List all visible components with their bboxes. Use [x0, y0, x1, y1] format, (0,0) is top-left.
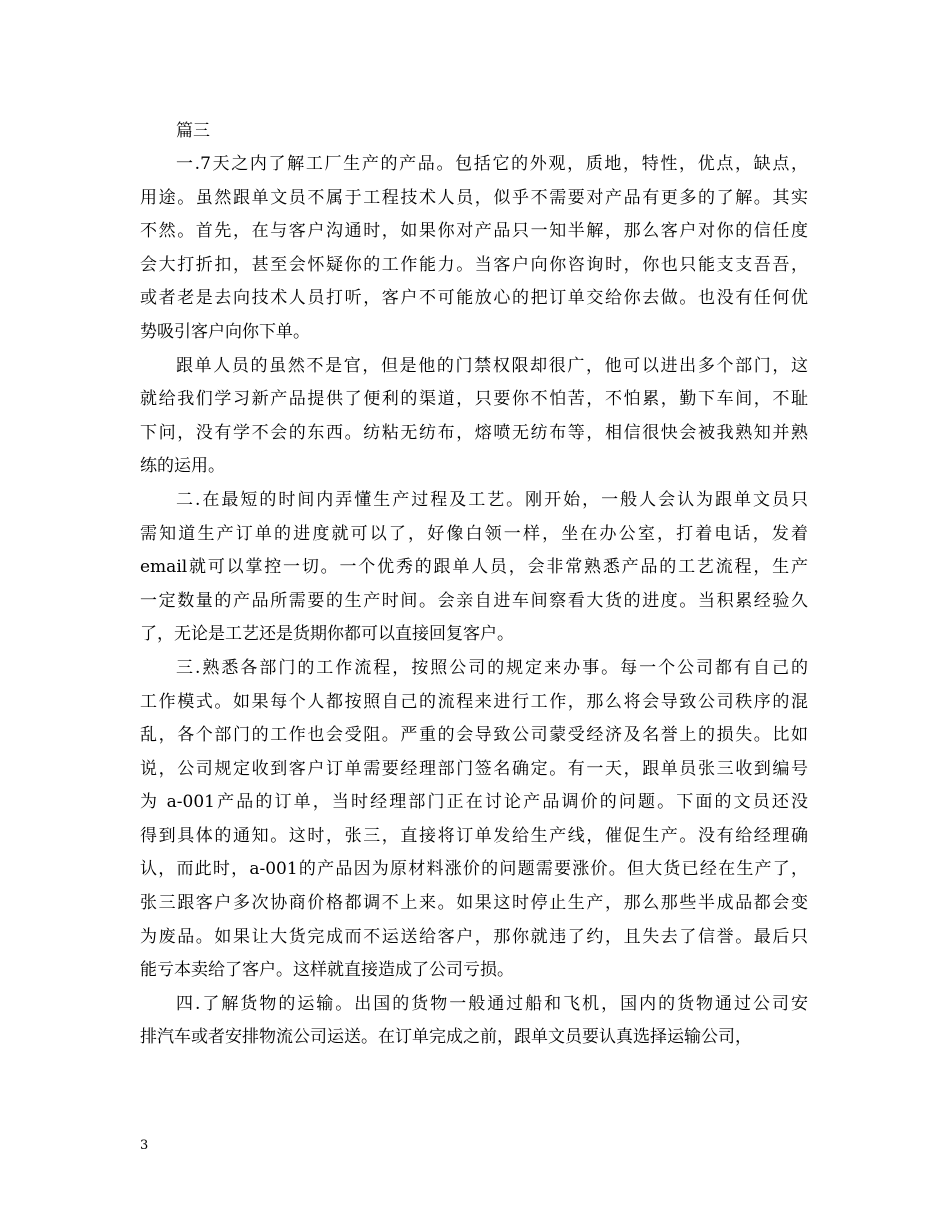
text-line: 二.在最短的时间内弄懂生产过程及工艺。刚开始，一般人会认为跟单文员只 — [176, 489, 808, 510]
paragraph — [140, 484, 808, 652]
paragraph-list — [140, 148, 808, 1055]
text-line: 排汽车或者安排物流公司运送。在订单完成之前，跟单文员要认真选择运输公司， — [140, 1027, 752, 1048]
paragraph — [140, 350, 808, 484]
text-line: 说，公司规定收到客户订单需要经理部门签名确定。有一天，跟单员张三收到编号 — [140, 758, 808, 779]
text-line: 为 a-001产品的订单，当时经理部门正在讨论产品调价的问题。下面的文员还没 — [140, 792, 808, 813]
text-line: 张三跟客户多次协商价格都调不上来。如果这时停止生产，那么那些半成品都会变 — [140, 893, 808, 914]
text-line: 练的运用。 — [140, 456, 225, 477]
text-line: 工作模式。如果每个人都按照自己的流程来进行工作，那么将会导致公司秩序的混 — [140, 691, 808, 712]
text-line: 或者老是去向技术人员打听，客户不可能放心的把订单交给你去做。也没有任何优 — [140, 288, 808, 309]
text-line: 了，无论是工艺还是货期你都可以直接回复客户。 — [140, 624, 514, 645]
text-line: 乱，各个部门的工作也会受阻。严重的会导致公司蒙受经济及名誉上的损失。比如 — [140, 725, 808, 746]
text-line: 跟单人员的虽然不是官，但是他的门禁权限却很广，他可以进出多个部门，这 — [176, 355, 808, 376]
paragraph — [140, 988, 808, 1055]
text-line: 能亏本卖给了客户。这样就直接造成了公司亏损。 — [140, 960, 514, 981]
paragraph — [140, 148, 808, 350]
text-line: 需知道生产订单的进度就可以了，好像白领一样，坐在办公室，打着电话，发着 — [140, 523, 808, 544]
text-line: 会大打折扣，甚至会怀疑你的工作能力。当客户向你咨询时，你也只能支支吾吾， — [140, 254, 808, 275]
text-line: 一.7天之内了解工厂生产的产品。包括它的外观，质地，特性，优点，缺点， — [176, 154, 808, 174]
text-line: 为废品。如果让大货完成而不运送给客户，那你就违了约，且失去了信誉。最后只 — [140, 926, 808, 947]
page-number: 3 — [140, 1138, 149, 1153]
text-line: 不然。首先，在与客户沟通时，如果你对产品只一知半解，那么客户对你的信任度 — [140, 221, 808, 242]
text-line: 一定数量的产品所需要的生产时间。会亲自进车间察看大货的进度。当积累经验久 — [140, 590, 808, 611]
text-line: 用途。虽然跟单文员不属于工程技术人员，似乎不需要对产品有更多的了解。其实 — [140, 187, 808, 208]
section-title: 篇三 — [176, 121, 210, 141]
document-body — [140, 114, 808, 1055]
text-line: 就给我们学习新产品提供了便利的渠道，只要你不怕苦，不怕累，勤下车间，不耻 — [140, 389, 808, 410]
text-line: 得到具体的通知。这时，张三，直接将订单发给生产线，催促生产。没有给经理确 — [140, 825, 808, 846]
text-line: 下问，没有学不会的东西。纺粘无纺布，熔喷无纺布等，相信很快会被我熟知并熟 — [140, 422, 808, 443]
text-line: 三.熟悉各部门的工作流程，按照公司的规定来办事。每一个公司都有自己的 — [176, 657, 808, 678]
text-line: email就可以掌控一切。一个优秀的跟单人员，会非常熟悉产品的工艺流程，生产 — [140, 557, 808, 578]
text-line: 四.了解货物的运输。出国的货物一般通过船和飞机，国内的货物通过公司安 — [176, 993, 808, 1014]
text-line: 势吸引客户向你下单。 — [140, 321, 310, 342]
paragraph — [140, 652, 808, 988]
text-line: 认，而此时，a-001的产品因为原材料涨价的问题需要涨价。但大货已经在生产了， — [140, 859, 808, 880]
